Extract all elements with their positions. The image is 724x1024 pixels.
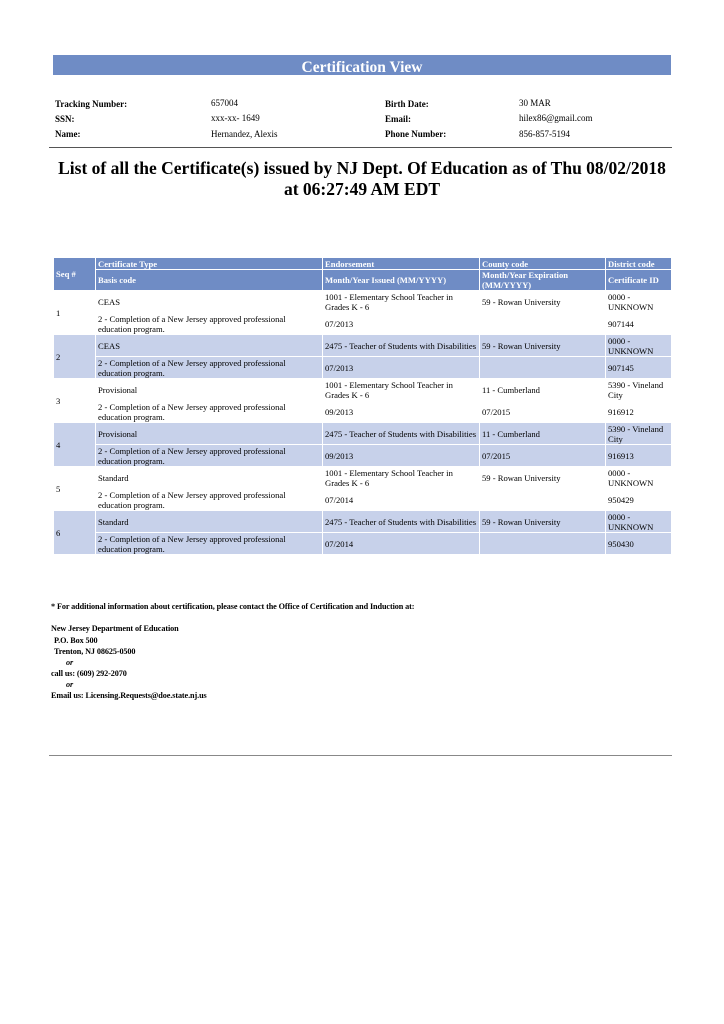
endorsement-cell: 2475 - Teacher of Students with Disabilities bbox=[323, 511, 480, 533]
month-year-expiration-cell bbox=[480, 357, 606, 379]
footer-note: * For additional information about certification, please contact the Office of Certification and Induction at: bbox=[51, 602, 415, 611]
endorsement-cell: 2475 - Teacher of Students with Disabilities bbox=[323, 423, 480, 445]
tracking-number-label: Tracking Number: bbox=[55, 99, 128, 109]
month-year-expiration-header: Month/Year Expiration (MM/YYYY) bbox=[480, 270, 606, 291]
name-label: Name: bbox=[55, 129, 81, 139]
endorsement-cell: 1001 - Elementary School Teacher in Grades K - 6 bbox=[323, 467, 480, 489]
county-code-header: County code bbox=[480, 258, 606, 270]
county-code-cell: 59 - Rowan University bbox=[480, 467, 606, 489]
tracking-number-value: 657004 bbox=[211, 98, 238, 108]
certificates-heading: List of all the Certificate(s) issued by NJ Dept. Of Education as of Thu 08/02/2018 at 06:27:49 AM EDT bbox=[58, 158, 666, 199]
county-code-cell: 11 - Cumberland bbox=[480, 423, 606, 445]
county-code-cell: 59 - Rowan University bbox=[480, 291, 606, 313]
district-code-header: District code bbox=[606, 258, 672, 270]
table-row bbox=[54, 467, 672, 489]
endorsement-cell: 1001 - Elementary School Teacher in Grades K - 6 bbox=[323, 291, 480, 313]
table-row bbox=[54, 291, 672, 313]
month-year-issued-cell: 07/2014 bbox=[323, 533, 480, 555]
certificate-type-cell: Provisional bbox=[96, 379, 323, 401]
basis-code-cell: 2 - Completion of a New Jersey approved professional education program. bbox=[96, 313, 323, 335]
month-year-issued-cell: 09/2013 bbox=[323, 445, 480, 467]
footer-divider bbox=[49, 755, 672, 756]
endorsement-header: Endorsement bbox=[323, 258, 480, 270]
header-divider bbox=[49, 147, 672, 148]
month-year-expiration-cell bbox=[480, 489, 606, 511]
certificates-table bbox=[53, 257, 672, 555]
basis-code-header: Basis code bbox=[96, 270, 323, 291]
table-row bbox=[54, 357, 672, 379]
certificate-id-cell: 916913 bbox=[606, 445, 672, 467]
footer-or-1: or bbox=[66, 658, 74, 667]
birth-date-label: Birth Date: bbox=[385, 99, 429, 109]
month-year-issued-cell: 07/2014 bbox=[323, 489, 480, 511]
certificate-id-cell: 950430 bbox=[606, 533, 672, 555]
month-year-expiration-cell bbox=[480, 533, 606, 555]
ssn-value: xxx-xx- 1649 bbox=[211, 113, 260, 123]
certificate-id-cell: 907144 bbox=[606, 313, 672, 335]
district-code-cell: 0000 - UNKNOWN bbox=[606, 511, 672, 533]
month-year-expiration-cell: 07/2015 bbox=[480, 445, 606, 467]
endorsement-cell: 1001 - Elementary School Teacher in Grades K - 6 bbox=[323, 379, 480, 401]
table-row bbox=[54, 445, 672, 467]
month-year-expiration-cell bbox=[480, 313, 606, 335]
district-code-cell: 0000 - UNKNOWN bbox=[606, 467, 672, 489]
district-code-cell: 0000 - UNKNOWN bbox=[606, 291, 672, 313]
seq-cell: 5 bbox=[54, 467, 96, 511]
certificate-type-cell: CEAS bbox=[96, 291, 323, 313]
seq-cell: 3 bbox=[54, 379, 96, 423]
seq-cell: 1 bbox=[54, 291, 96, 335]
table-header-row-1 bbox=[54, 258, 672, 270]
month-year-expiration-cell: 07/2015 bbox=[480, 401, 606, 423]
month-year-issued-cell: 09/2013 bbox=[323, 401, 480, 423]
endorsement-cell: 2475 - Teacher of Students with Disabilities bbox=[323, 335, 480, 357]
birth-date-value: 30 MAR bbox=[519, 98, 551, 108]
footer-org: New Jersey Department of Education bbox=[51, 624, 179, 633]
ssn-label: SSN: bbox=[55, 114, 75, 124]
certificate-type-cell: Standard bbox=[96, 511, 323, 533]
certificate-id-cell: 916912 bbox=[606, 401, 672, 423]
county-code-cell: 59 - Rowan University bbox=[480, 335, 606, 357]
certificate-type-cell: CEAS bbox=[96, 335, 323, 357]
district-code-cell: 0000 - UNKNOWN bbox=[606, 335, 672, 357]
basis-code-cell: 2 - Completion of a New Jersey approved professional education program. bbox=[96, 533, 323, 555]
county-code-cell: 11 - Cumberland bbox=[480, 379, 606, 401]
table-row bbox=[54, 511, 672, 533]
county-code-cell: 59 - Rowan University bbox=[480, 511, 606, 533]
email-value: hilex86@gmail.com bbox=[519, 113, 593, 123]
month-year-issued-header: Month/Year Issued (MM/YYYY) bbox=[323, 270, 480, 291]
certificate-type-cell: Standard bbox=[96, 467, 323, 489]
footer-or-2: or bbox=[66, 680, 74, 689]
table-row bbox=[54, 379, 672, 401]
basis-code-cell: 2 - Completion of a New Jersey approved professional education program. bbox=[96, 357, 323, 379]
table-row bbox=[54, 335, 672, 357]
table-header-row-2 bbox=[54, 270, 672, 291]
footer-city: Trenton, NJ 08625-0500 bbox=[54, 647, 136, 656]
table-row bbox=[54, 401, 672, 423]
footer-email: Email us: Licensing.Requests@doe.state.nj.us bbox=[51, 691, 207, 700]
certificate-id-cell: 950429 bbox=[606, 489, 672, 511]
certificate-id-cell: 907145 bbox=[606, 357, 672, 379]
certificate-id-header: Certificate ID bbox=[606, 270, 672, 291]
footer-po-box: P.O. Box 500 bbox=[54, 636, 98, 645]
basis-code-cell: 2 - Completion of a New Jersey approved professional education program. bbox=[96, 445, 323, 467]
certificate-type-header: Certificate Type bbox=[96, 258, 323, 270]
seq-cell: 4 bbox=[54, 423, 96, 467]
district-code-cell: 5390 - Vineland City bbox=[606, 423, 672, 445]
month-year-issued-cell: 07/2013 bbox=[323, 313, 480, 335]
table-row bbox=[54, 533, 672, 555]
name-value: Hernandez, Alexis bbox=[211, 129, 278, 139]
basis-code-cell: 2 - Completion of a New Jersey approved professional education program. bbox=[96, 489, 323, 511]
month-year-issued-cell: 07/2013 bbox=[323, 357, 480, 379]
phone-number-value: 856-857-5194 bbox=[519, 129, 570, 139]
seq-cell: 6 bbox=[54, 511, 96, 555]
certificate-type-cell: Provisional bbox=[96, 423, 323, 445]
table-row bbox=[54, 313, 672, 335]
footer-call: call us: (609) 292-2070 bbox=[51, 669, 127, 678]
seq-cell: 2 bbox=[54, 335, 96, 379]
basis-code-cell: 2 - Completion of a New Jersey approved professional education program. bbox=[96, 401, 323, 423]
table-row bbox=[54, 489, 672, 511]
district-code-cell: 5390 - Vineland City bbox=[606, 379, 672, 401]
page-title: Certification View bbox=[53, 55, 671, 75]
table-row bbox=[54, 423, 672, 445]
seq-header: Seq # bbox=[54, 258, 96, 291]
email-label: Email: bbox=[385, 114, 411, 124]
phone-number-label: Phone Number: bbox=[385, 129, 447, 139]
